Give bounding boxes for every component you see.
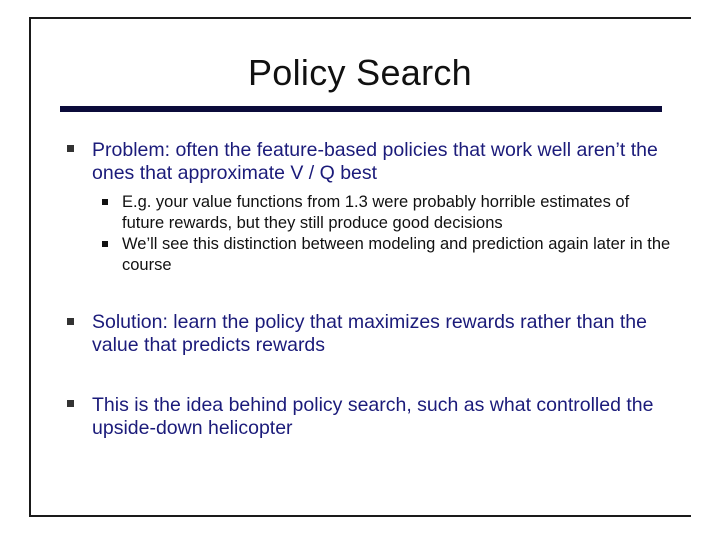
bullet-marker bbox=[67, 145, 74, 152]
slide-frame-top bbox=[29, 17, 691, 19]
sub-bullet-marker bbox=[102, 241, 108, 247]
slide-title: Policy Search bbox=[248, 52, 472, 93]
bullet-marker bbox=[67, 318, 74, 325]
sub-bullet-marker bbox=[102, 199, 108, 205]
bullet-text: Problem: often the feature-based policies that work well aren’t the ones that approximate V / Q best bbox=[92, 139, 658, 184]
bullet-text: This is the idea behind policy search, such as what controlled the upside-down helicopter bbox=[92, 394, 654, 439]
slide-frame-bottom bbox=[29, 515, 691, 517]
sub-bullet-text: E.g. your value functions from 1.3 were probably horrible estimates of future rewards, but they still produce good decisions bbox=[122, 193, 630, 232]
bullet-text: Solution: learn the policy that maximizes rewards rather than the value that predicts rewards bbox=[92, 311, 647, 356]
sub-bullet-text: We’ll see this distinction between modeling and prediction again later in the course bbox=[122, 235, 671, 274]
bullet-marker bbox=[67, 400, 74, 407]
title-underline bbox=[60, 106, 662, 112]
